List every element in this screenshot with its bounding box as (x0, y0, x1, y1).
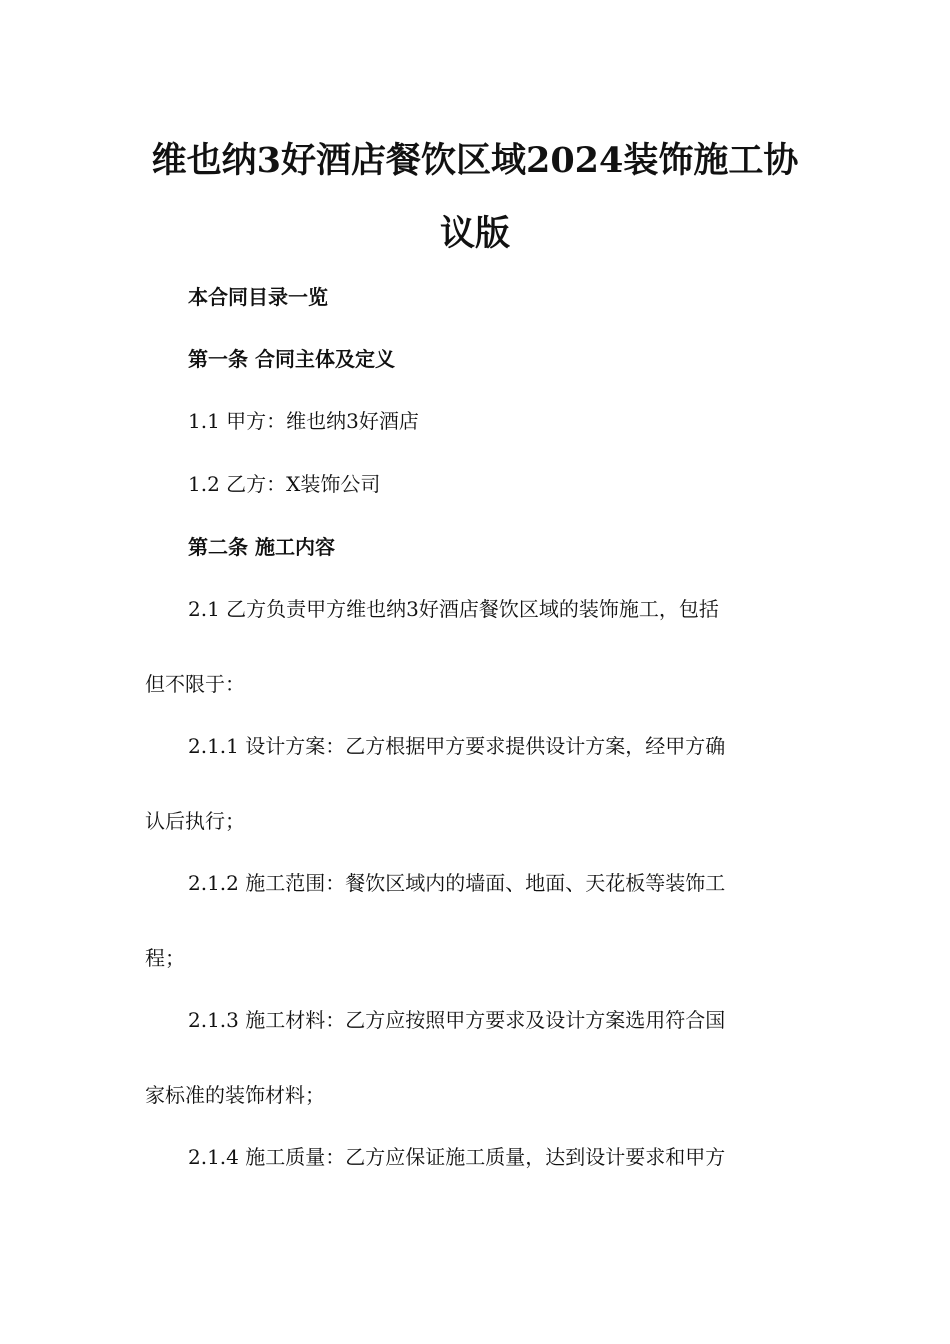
document-title-line-2: 议版 (439, 213, 510, 254)
document-title-line-1: 维也纳3好酒店餐饮区域2024装饰施工协 (151, 140, 799, 181)
clause-2-1-3-line-2: 家标准的装饰材料； (145, 1083, 325, 1107)
clause-2-1-1-line-1: 2.1.1 设计方案：乙方根据甲方要求提供设计方案，经甲方确 (188, 734, 726, 758)
clause-2-1-3-line-1: 2.1.3 施工材料：乙方应按照甲方要求及设计方案选用符合国 (188, 1008, 726, 1032)
clause-2-1-2-line-2: 程； (145, 946, 185, 970)
article-2-heading: 第二条 施工内容 (188, 535, 335, 559)
article-1-heading: 第一条 合同主体及定义 (188, 347, 395, 371)
clause-2-1-4-line-1: 2.1.4 施工质量：乙方应保证施工质量，达到设计要求和甲方 (188, 1145, 726, 1169)
clause-2-1-line-2: 但不限于： (145, 672, 245, 696)
clause-1-2: 1.2 乙方：X装饰公司 (188, 472, 381, 496)
clause-2-1-2-line-1: 2.1.2 施工范围：餐饮区域内的墙面、地面、天花板等装饰工 (188, 871, 726, 895)
clause-2-1-line-1: 2.1 乙方负责甲方维也纳3好酒店餐饮区域的装饰施工，包括 (188, 597, 719, 621)
toc-heading: 本合同目录一览 (188, 285, 328, 309)
clause-2-1-1-line-2: 认后执行； (145, 809, 245, 833)
clause-1-1: 1.1 甲方：维也纳3好酒店 (188, 409, 419, 433)
